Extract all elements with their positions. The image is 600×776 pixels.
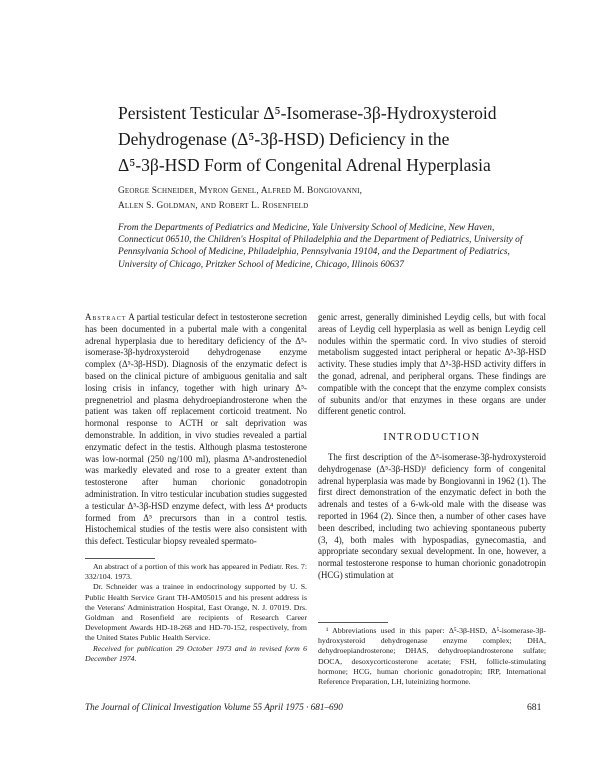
footnote-received-note: Received for publication 29 October 1973 and in revised form 6 December 1974.: [85, 643, 307, 663]
abbreviations-text: ¹ Abbreviations used in this paper: Δ⁵-3β-HSD, Δ⁵-isomerase-3β-hydroxysteroid dehydrogenase enzyme complex; DHA, dehydroepiandrosterone; DHAS, dehydroepiandrosterone sulfate; DOCA, desoxycorticosterone acetate; FSH, follicle-stimulating hormone; HCG, human chorionic gonadotropin; IRP, International Reference Preparation, LH, luteinizing hormone.: [318, 626, 546, 687]
abstract-paragraph: [85, 312, 307, 548]
title-line-1: Persistent Testicular Δ⁵-Isomerase-3β-Hydroxysteroid: [118, 103, 497, 123]
introduction-text: The first description of the Δ⁵-isomerase-3β-hydroxysteroid dehydrogenase (Δ⁵-3β-HSD)¹ deficiency form of congenital adrenal hyperplasia was made by Bongiovanni in 1962 (1). The first direct demonstration of the enzymatic defect in both the adrenals and testes of a 6-wk-old male with the disease was reported in 1964 (2). Since then, a number of other cases have been described, including two achieving spontaneous puberty (3, 4), both males with hypospadias, gynecomastia, and appropriate secondary sexual development. In one, however, a normal testosterone response to human chorionic gonadotropin (HCG) stimulation at: [318, 451, 546, 580]
authors-line-1: George Schneider, Myron Genel, Alfred M. Bongiovanni,: [118, 186, 363, 196]
journal-footer: The Journal of Clinical Investigation Volume 55 April 1975 · 681–690: [85, 702, 343, 712]
title-line-2: Dehydrogenase (Δ⁵-3β-HSD) Deficiency in the: [118, 129, 450, 149]
right-column: [318, 312, 546, 582]
abstract-label: Abstract: [85, 312, 127, 322]
footnote-abstract-note: An abstract of a portion of this work has appeared in Pediatr. Res. 7: 332/104. 1973.: [85, 562, 307, 582]
abstract-text-right: genic arrest, generally diminished Leydig cells, but with focal areas of Leydig cell hyperplasia as well as benign Leydig cell nodules within the spermatic cord. In vivo studies of steroid metabolism suggested intact peripheral or hepatic Δ⁵-3β-HSD activity. These studies imply that Δ⁵-3β-HSD activity differs in the gonad, adrenal, and peripheral organs. These findings are compatible with the concept that the enzyme complex consists of subunits and/or that enzymes in these organs are under different genetic control.: [318, 312, 546, 417]
abstract-text-left: A partial testicular defect in testosterone secretion has been documented in a pubertal male with a congenital adrenal hyperplasia due to hereditary deficiency of the Δ⁵-isomerase-3β-hydroxysteroid dehydrogenase enzyme complex (Δ⁵-3β-HSD). Diagnosis of the enzymatic defect is based on the clinical picture of ambiguous genitalia and salt losing crisis in infancy, together with high urinary Δ⁵-pregnenetriol and plasma dehydroepiandrosterone when the patient was taken off replacement corticoid treatment. No hormonal response to ACTH or salt deprivation was demonstrable. In addition, in vivo studies revealed a partial enzymatic defect in the testis. Although plasma testosterone was low-normal (250 ng/100 ml), plasma Δ⁵-androstenediol was markedly elevated and rose to a greater extent than testosterone after human chorionic gonadotropin administration. In vitro testicular incubation studies suggested a testicular Δ⁵-3β-HSD enzyme defect, with less Δ⁴ products formed from Δ⁵ precursors than in a control testis. Histochemical studies of the testis were also consistent with this defect. Testicular biopsy revealed spermato-: [85, 312, 307, 547]
page-number: 681: [527, 702, 542, 713]
footnotes-left: [85, 562, 307, 664]
introduction-heading: INTRODUCTION: [383, 432, 481, 444]
authors-line-2: Allen S. Goldman, and Robert L. Rosenfield: [118, 201, 309, 211]
footnote-rule-left: [85, 558, 155, 559]
affiliation: From the Departments of Pediatrics and Medicine, Yale University School of Medicine, New Haven, Connecticut 06510, the Children's Hospital of Philadelphia and the Department of Pediatrics, University of Pennsylvania School of Medicine, Philadelphia, Pennsylvania 19104, and the Department of Pediatrics, University of Chicago, Pritzker School of Medicine, Chicago, Illinois 60637: [118, 223, 523, 270]
footnote-support-note: Dr. Schneider was a trainee in endocrinology supported by U. S. Public Health Service Grant TH-AM05015 and his present address is the Veterans' Administration Hospital, East Orange, N. J. 07019. Drs. Goldman and Rosenfield are recipients of Research Career Development Awards HD-18-268 and HD-70-152, respectively, from the United States Public Health Service.: [85, 582, 307, 643]
left-column: [85, 312, 307, 548]
title-line-3: Δ⁵-3β-HSD Form of Congenital Adrenal Hyperplasia: [118, 155, 491, 175]
footnote-abbreviations: [318, 626, 546, 687]
author-list: [118, 184, 518, 214]
article-title: [118, 100, 518, 178]
footnote-rule-right: [318, 622, 388, 623]
